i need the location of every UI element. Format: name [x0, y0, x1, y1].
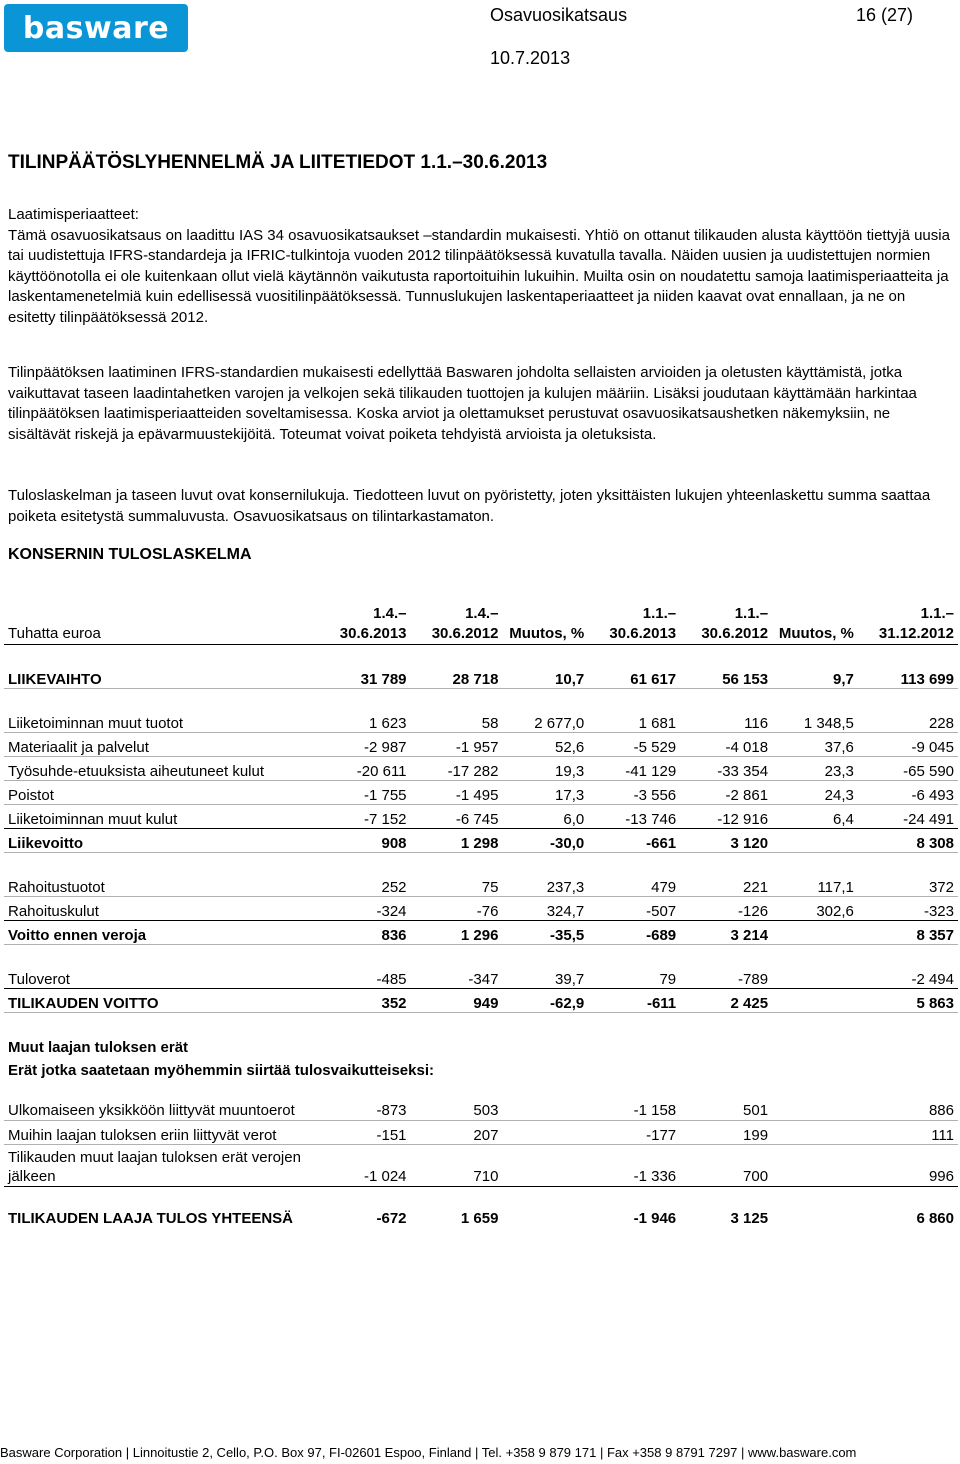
row-label: TILIKAUDEN LAAJA TULOS YHTEENSÄ: [8, 1210, 294, 1227]
row-value: 58: [411, 709, 503, 733]
table-row: [4, 733, 958, 757]
page-footer: Basware Corporation | Linnoitustie 2, Cello, P.O. Box 97, FI-02601 Espoo, Finland | Tel. +358 9 879 171 | Fax +358 9 8791 7297 | www.basware.com: [0, 1445, 857, 1460]
principles-body: Tämä osavuosikatsaus on laadittu IAS 34 osavuosikatsaukset –standardin mukaisesti. Yhtiö on ottanut tilikauden alusta käyttöön tiettyjä uusia tai uudistettuja IFRS-standardeja ja IFRIC-tulkintoja vuoden 2012 tilinpäätöksessä kuvatulla tavalla. Näiden uusien ja uudistettujen normien käyttöönotolla ei ole kuitenkaan ollut vielä käytännön vaikutusta raportoituihin lukuihin. Muilta osin on noudatettu samoja laatimisperiaatteita ja laskentamenetelmiä kuin edellisessä vuositilinpäätöksessä. Tunnuslukujen laskentaperiaatteet ja niiden kaavat ovat ennallaan, ja ne on esitetty tilinpäätöksessä 2012.: [8, 226, 950, 326]
row-value: [772, 1187, 858, 1229]
page-title: TILINPÄÄTÖSLYHENNELMÄ JA LIITETIEDOT 1.1.–30.6.2013: [8, 152, 548, 173]
table-row: [4, 1079, 958, 1121]
column-header: 1.1.– 31.12.2012: [858, 588, 958, 645]
row-value: 6 860: [916, 1210, 954, 1227]
table-row: [4, 1033, 958, 1056]
row-value: 503: [411, 1079, 503, 1121]
row-value: -873: [319, 1079, 411, 1121]
row-value: 949: [411, 989, 503, 1013]
row-value: [502, 1079, 588, 1121]
row-value: 1 348,5: [772, 709, 858, 733]
row-value: 116: [680, 709, 772, 733]
table-row: [4, 1056, 958, 1079]
row-value: -1 946: [633, 1210, 677, 1227]
row-value: -1 024: [319, 1145, 411, 1187]
row-value: 324,7: [502, 897, 588, 921]
row-value: 2 425: [680, 989, 772, 1013]
table-row: [4, 897, 958, 921]
page-number: 16 (27): [856, 5, 914, 25]
row-value: 1 298: [411, 829, 503, 853]
row-value: -2 987: [319, 733, 411, 757]
document-date: 10.7.2013: [490, 48, 571, 68]
row-label: Liikevoitto: [4, 829, 319, 853]
row-label: Rahoituskulut: [4, 897, 319, 921]
row-label: Tilikauden muut laajan tuloksen erät verojen jälkeen: [4, 1145, 319, 1187]
row-value: -6 745: [411, 805, 503, 829]
row-value: 113 699: [858, 665, 958, 689]
column-header: 1.1.– 30.6.2012: [680, 588, 772, 645]
logo-text: basware: [22, 10, 170, 46]
row-value: 5 863: [858, 989, 958, 1013]
row-value: 836: [319, 921, 411, 945]
row-value: 710: [411, 1145, 503, 1187]
table-header-row: [4, 588, 958, 645]
row-value: 3 120: [680, 829, 772, 853]
table-row: [4, 757, 958, 781]
row-value: -323: [858, 897, 958, 921]
row-value: -347: [411, 965, 503, 989]
row-value: -4 018: [680, 733, 772, 757]
row-value: [772, 989, 858, 1013]
row-value: 37,6: [772, 733, 858, 757]
row-value: 56 153: [680, 665, 772, 689]
spacer-row: [4, 1013, 958, 1034]
spacer-row: [4, 689, 958, 710]
row-value: 39,7: [502, 965, 588, 989]
row-value: 52,6: [502, 733, 588, 757]
row-value: -17 282: [411, 757, 503, 781]
row-value: 228: [858, 709, 958, 733]
table-row: [4, 805, 958, 829]
row-value: -661: [588, 829, 680, 853]
row-value: -62,9: [502, 989, 588, 1013]
row-value: -76: [411, 897, 503, 921]
row-value: 1 681: [588, 709, 680, 733]
row-value: -13 746: [588, 805, 680, 829]
row-value: 6,4: [772, 805, 858, 829]
row-label: Liiketoiminnan muut tuotot: [4, 709, 319, 733]
table-row: [4, 665, 958, 689]
table-row: [4, 1187, 958, 1229]
row-value: [772, 1121, 858, 1145]
row-value: -41 129: [588, 757, 680, 781]
row-value: 117,1: [772, 873, 858, 897]
row-value: 302,6: [772, 897, 858, 921]
row-value: -12 916: [680, 805, 772, 829]
row-value: -507: [588, 897, 680, 921]
row-value: -24 491: [858, 805, 958, 829]
row-label: Liiketoiminnan muut kulut: [4, 805, 319, 829]
row-value: -2 861: [680, 781, 772, 805]
row-value: -689: [588, 921, 680, 945]
row-value: 8 357: [858, 921, 958, 945]
row-value: [772, 1079, 858, 1121]
row-value: 908: [319, 829, 411, 853]
row-value: [772, 829, 858, 853]
row-value: -20 611: [319, 757, 411, 781]
table-row: [4, 921, 958, 945]
row-value: 61 617: [588, 665, 680, 689]
spacer-row: [4, 945, 958, 966]
accounting-principles: [8, 205, 952, 328]
row-label: LIIKEVAIHTO: [4, 665, 319, 689]
spacer-row: [4, 645, 958, 666]
table-row: [4, 965, 958, 989]
row-value: -9 045: [858, 733, 958, 757]
table-row: [4, 989, 958, 1013]
unit-label: Tuhatta euroa: [4, 588, 319, 645]
row-value: 352: [319, 989, 411, 1013]
row-value: -1 495: [411, 781, 503, 805]
row-value: -1 957: [411, 733, 503, 757]
row-value: -177: [588, 1121, 680, 1145]
row-value: 79: [588, 965, 680, 989]
row-label: Muihin laajan tuloksen eriin liittyvät verot: [4, 1121, 319, 1145]
table-row: [4, 829, 958, 853]
column-header: Muutos, %: [772, 588, 858, 645]
row-value: 19,3: [502, 757, 588, 781]
row-value: [502, 1121, 588, 1145]
row-value: 17,3: [502, 781, 588, 805]
row-value: 1 623: [319, 709, 411, 733]
row-value: 6,0: [502, 805, 588, 829]
document-title: Osavuosikatsaus: [490, 5, 628, 25]
column-header: Muutos, %: [502, 588, 588, 645]
row-value: 24,3: [772, 781, 858, 805]
table-row: [4, 1145, 958, 1187]
table-row: [4, 873, 958, 897]
row-value: -7 152: [319, 805, 411, 829]
row-value: -324: [319, 897, 411, 921]
row-value: [502, 1145, 588, 1187]
row-label: Poistot: [4, 781, 319, 805]
row-value: [772, 1145, 858, 1187]
row-value: 31 789: [319, 665, 411, 689]
row-value: -485: [319, 965, 411, 989]
row-value: 2 677,0: [502, 709, 588, 733]
row-value: 8 308: [858, 829, 958, 853]
column-header: 1.4.– 30.6.2012: [411, 588, 503, 645]
spacer-row: [4, 853, 958, 874]
row-label: Muut laajan tuloksen erät: [8, 1039, 189, 1056]
column-header: 1.1.– 30.6.2013: [588, 588, 680, 645]
row-value: 3 214: [680, 921, 772, 945]
row-value: 372: [858, 873, 958, 897]
row-label: Materiaalit ja palvelut: [4, 733, 319, 757]
row-value: -1 755: [319, 781, 411, 805]
row-label: TILIKAUDEN VOITTO: [4, 989, 319, 1013]
row-value: -6 493: [858, 781, 958, 805]
row-value: -33 354: [680, 757, 772, 781]
row-value: 10,7: [502, 665, 588, 689]
row-value: 1 659: [460, 1210, 499, 1227]
row-value: 111: [858, 1121, 958, 1145]
row-value: 237,3: [502, 873, 588, 897]
row-value: 23,3: [772, 757, 858, 781]
principles-heading: Laatimisperiaatteet:: [8, 206, 139, 223]
row-value: 996: [858, 1145, 958, 1187]
row-value: -2 494: [858, 965, 958, 989]
figures-paragraph: Tuloslaskelman ja taseen luvut ovat konsernilukuja. Tiedotteen luvut on pyöristetty, joten yksittäisten lukujen yhteenlaskettu summa saattaa poiketa esitetystä summaluvusta. Osavuosikatsaus on tilintarkastamaton.: [8, 487, 931, 525]
section-title: KONSERNIN TULOSLASKELMA: [8, 546, 252, 563]
table-row: [4, 1121, 958, 1145]
row-value: [502, 1187, 588, 1229]
row-label: Erät jotka saatetaan myöhemmin siirtää tulosvaikutteiseksi:: [8, 1062, 434, 1079]
row-value: 9,7: [772, 665, 858, 689]
basware-logo: [4, 4, 188, 52]
table-row: [4, 781, 958, 805]
row-value: 1 296: [411, 921, 503, 945]
row-label: Työsuhde-etuuksista aiheutuneet kulut: [4, 757, 319, 781]
row-value: -611: [588, 989, 680, 1013]
row-value: [772, 921, 858, 945]
row-value: 252: [319, 873, 411, 897]
row-value: 886: [858, 1079, 958, 1121]
row-value: 28 718: [411, 665, 503, 689]
row-value: -1 158: [588, 1079, 680, 1121]
column-header: 1.4.– 30.6.2013: [319, 588, 411, 645]
row-value: 75: [411, 873, 503, 897]
row-value: -3 556: [588, 781, 680, 805]
row-value: -65 590: [858, 757, 958, 781]
row-value: 207: [411, 1121, 503, 1145]
row-value: -1 336: [588, 1145, 680, 1187]
row-value: 199: [680, 1121, 772, 1145]
row-value: 221: [680, 873, 772, 897]
estimates-paragraph: Tilinpäätöksen laatiminen IFRS-standardien mukaisesti edellyttää Baswaren johdolta sellaisten arvioiden ja oletusten käyttämistä, jotka vaikuttavat taseen laadintahetken varojen ja velkojen sekä tilikauden tuottojen ja kulujen määriin. Lisäksi joudutaan käyttämään harkintaa tilinpäätöksen laatimisperiaatteiden soveltamisessa. Koska arviot ja olettamukset perustuvat osavuosikatsaushetken näkemyksiin, ne sisältävät riskejä ja epävarmuustekijöitä. Toteumat voivat poiketa tehdyistä arvioista ja oletuksista.: [8, 364, 917, 443]
row-label: Rahoitustuotot: [4, 873, 319, 897]
row-label: Ulkomaiseen yksikköön liittyvät muuntoerot: [4, 1079, 319, 1121]
row-value: -151: [319, 1121, 411, 1145]
income-statement-table: [4, 588, 958, 1228]
row-value: [772, 965, 858, 989]
row-value: -30,0: [502, 829, 588, 853]
row-value: 700: [680, 1145, 772, 1187]
row-label: Voitto ennen veroja: [4, 921, 319, 945]
row-value: -126: [680, 897, 772, 921]
row-value: -789: [680, 965, 772, 989]
table-row: [4, 709, 958, 733]
row-value: 501: [680, 1079, 772, 1121]
row-label: Tuloverot: [4, 965, 319, 989]
row-value: 3 125: [730, 1210, 769, 1227]
row-value: -5 529: [588, 733, 680, 757]
row-value: 479: [588, 873, 680, 897]
row-value: -672: [376, 1210, 407, 1227]
row-value: -35,5: [502, 921, 588, 945]
